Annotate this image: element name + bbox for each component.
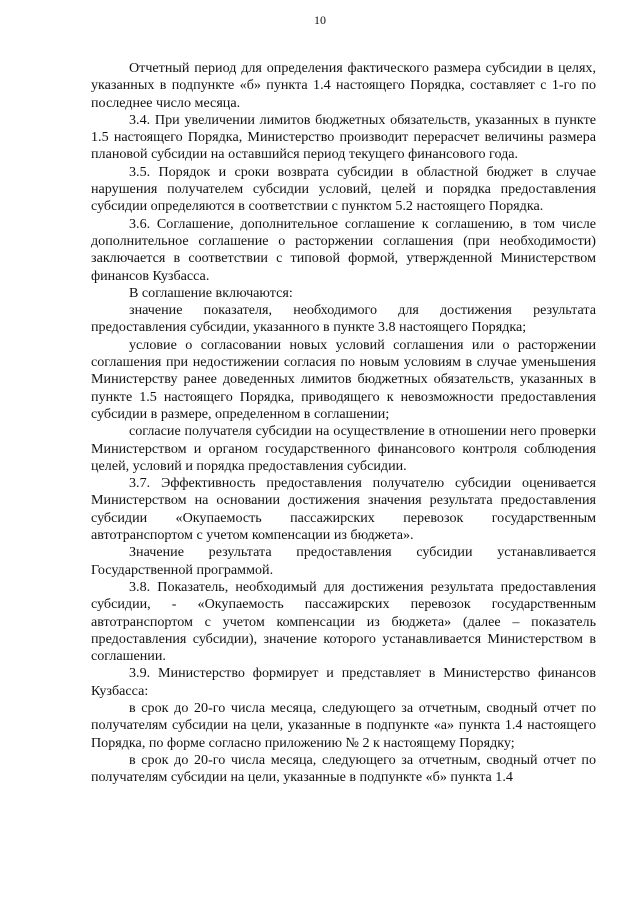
- paragraph-reporting-period: Отчетный период для определения фактического размера субсидии в целях, указанных в подпункте «б» пункта 1.4 настоящего Порядка, составляет с 1-го по последнее число месяца.: [91, 60, 596, 111]
- page-number: 10: [314, 13, 326, 27]
- paragraph-report-a: в срок до 20-го числа месяца, следующего за отчетным, сводный отчет по получателям субсидии на цели, указанные в подпункте «а» пункта 1.4 настоящего Порядка, по форме согласно приложению № 2 к настоящему Порядку;: [91, 699, 596, 751]
- paragraph-result-value: Значение результата предоставления субсидии устанавливается Государственной программой.: [91, 544, 596, 578]
- paragraph-3-7: 3.7. Эффективность предоставления получателю субсидии оценивается Министерством на основании достижения значения результата предоставления субсидии «Окупаемость пассажирских перевозок государственным автотранспортом с учетом компенсации из бюджета».: [91, 475, 596, 544]
- paragraph-indicator-value: значение показателя, необходимого для достижения результата предоставления субсидии, указанного в пункте 3.8 настоящего Порядка;: [91, 302, 596, 336]
- paragraph-report-b: в срок до 20-го числа месяца, следующего за отчетным, сводный отчет по получателям субсидии на цели, указанные в подпункте «б» пункта 1.4: [91, 751, 596, 786]
- document-body: [91, 60, 596, 786]
- paragraph-3-9: 3.9. Министерство формирует и представляет в Министерство финансов Кузбасса:: [91, 665, 596, 699]
- paragraph-3-6: 3.6. Соглашение, дополнительное соглашение к соглашению, в том числе дополнительное соглашение о расторжении соглашения (при необходимости) заключается в соответствии с типовой формой, утвержденной Министерством финансов Кузбасса.: [91, 215, 596, 284]
- paragraph-3-5: 3.5. Порядок и сроки возврата субсидии в областной бюджет в случае нарушения получателем субсидии условий, целей и порядка предоставления субсидии определяются в соответствии с пунктом 5.2 настоящего Порядка.: [91, 163, 596, 215]
- paragraph-recipient-consent: согласие получателя субсидии на осуществление в отношении него проверки Министерством и органом государственного финансового контроля соблюдения целей, условий и порядка предоставления субсидии.: [91, 423, 596, 474]
- paragraph-agreement-includes: В соглашение включаются:: [129, 284, 293, 301]
- paragraph-3-4: 3.4. При увеличении лимитов бюджетных обязательств, указанных в пункте 1.5 настоящего Порядка, Министерство производит перерасчет величины размера плановой субсидии на оставшийся период текущего финансового года.: [91, 111, 596, 163]
- paragraph-new-conditions: условие о согласовании новых условий соглашения или о расторжении соглашения при недостижении согласия по новым условиям в случае уменьшения Министерству ранее доведенных лимитов бюджетных обязательств, указанных в пункте 1.5 настоящего Порядка, приводящего к невозможности предоставления субсидии в размере, определенном в соглашении;: [91, 336, 596, 422]
- paragraph-3-8: 3.8. Показатель, необходимый для достижения результата предоставления субсидии, - «Окупаемость пассажирских перевозок государственным автотранспортом с учетом компенсации из бюджета» (далее – показатель предоставления субсидии), значение которого устанавливается Министерством в соглашении.: [91, 578, 596, 665]
